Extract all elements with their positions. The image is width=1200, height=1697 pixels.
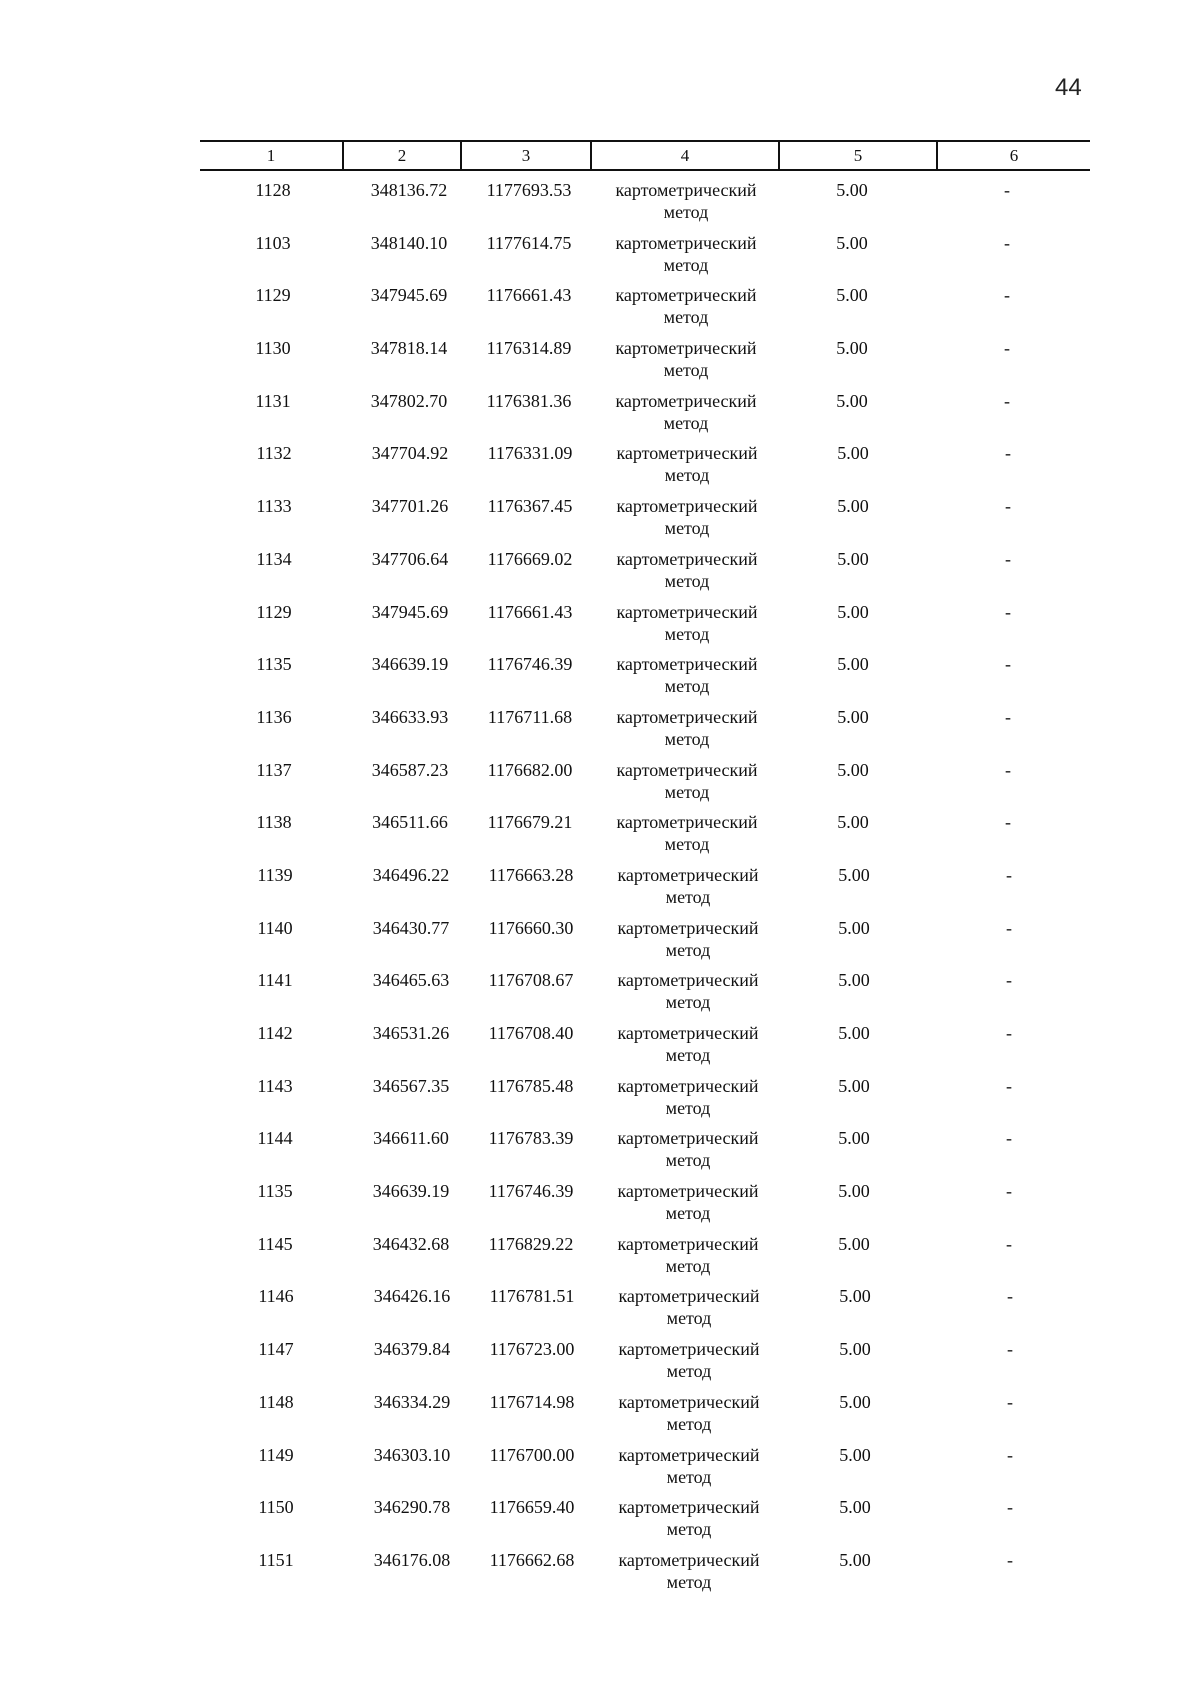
note-value: - [1005, 548, 1011, 569]
method-description [592, 284, 780, 328]
point-number: 1129 [255, 285, 291, 306]
coordinate-y: 1176783.39 [488, 1128, 574, 1149]
coordinate-y: 1176829.22 [488, 1233, 574, 1254]
table-row [0, 1335, 1200, 1388]
method-description [595, 1444, 783, 1488]
column-header-2: 2 [397, 146, 407, 165]
method-description [593, 759, 781, 803]
method-line-2: метод [665, 886, 711, 907]
method-description [595, 1549, 783, 1593]
accuracy-value: 5.00 [837, 548, 869, 569]
note-value: - [1006, 1075, 1012, 1096]
coordinate-x: 346639.19 [372, 1181, 450, 1202]
note-value: - [1007, 1444, 1013, 1465]
table-row [0, 914, 1200, 967]
method-line-2: метод [664, 465, 710, 486]
coordinate-y: 1176679.21 [487, 812, 573, 833]
method-description [594, 1127, 782, 1171]
method-line-2: метод [663, 360, 709, 381]
accuracy-value: 5.00 [837, 812, 869, 833]
accuracy-value: 5.00 [837, 706, 869, 727]
method-line-2: метод [666, 1361, 712, 1382]
method-description [592, 337, 780, 381]
coordinate-x: 347704.92 [371, 443, 449, 464]
coordinate-x: 346511.66 [372, 812, 448, 833]
method-line-2: метод [664, 570, 710, 591]
coordinate-x: 346611.60 [373, 1128, 449, 1149]
method-line-1: картометрический [618, 1286, 760, 1307]
point-number: 1135 [256, 654, 292, 675]
table-row [0, 229, 1200, 282]
point-number: 1134 [256, 548, 292, 569]
point-number: 1128 [255, 180, 291, 200]
point-number: 1147 [258, 1339, 294, 1360]
method-description [593, 548, 781, 592]
method-description [593, 601, 781, 645]
method-line-2: метод [665, 992, 711, 1013]
table-row [0, 1177, 1200, 1230]
coordinate-y: 1176708.67 [488, 970, 574, 991]
table-row [0, 1072, 1200, 1125]
table-header [200, 140, 1090, 171]
method-line-1: картометрический [617, 1128, 759, 1149]
table-row [0, 439, 1200, 492]
accuracy-value: 5.00 [837, 601, 869, 622]
coordinate-x: 346426.16 [373, 1286, 451, 1307]
note-value: - [1005, 496, 1011, 517]
point-number: 1138 [256, 812, 292, 833]
coordinate-x: 347701.26 [371, 496, 449, 517]
method-description [594, 969, 782, 1013]
coordinate-x: 347802.70 [370, 390, 448, 411]
coordinate-y: 1176723.00 [489, 1339, 575, 1360]
method-line-1: картометрический [615, 390, 757, 411]
accuracy-value: 5.00 [838, 1128, 870, 1149]
method-description [594, 1233, 782, 1277]
method-line-2: метод [666, 1571, 712, 1592]
note-value: - [1007, 1497, 1013, 1518]
method-description [592, 390, 780, 434]
coordinate-y: 1176314.89 [486, 338, 572, 359]
table-row [0, 1230, 1200, 1283]
method-line-1: картометрический [618, 1497, 760, 1518]
accuracy-value: 5.00 [837, 759, 869, 780]
method-line-2: метод [666, 1519, 712, 1540]
page-number: 44 [1055, 74, 1082, 101]
coordinate-y: 1176331.09 [487, 443, 573, 464]
method-line-1: картометрический [615, 285, 757, 306]
coordinate-y: 1176711.68 [487, 706, 573, 727]
coordinate-x: 346496.22 [372, 864, 450, 885]
method-line-2: метод [665, 939, 711, 960]
column-header-5: 5 [853, 146, 863, 165]
accuracy-value: 5.00 [836, 180, 868, 200]
accuracy-value: 5.00 [837, 496, 869, 517]
point-number: 1103 [255, 232, 291, 253]
accuracy-value: 5.00 [839, 1286, 871, 1307]
note-value: - [1006, 917, 1012, 938]
note-value: - [1006, 864, 1012, 885]
column-header-4: 4 [680, 146, 690, 165]
coordinate-y: 1176662.68 [489, 1549, 575, 1570]
method-line-1: картометрический [615, 338, 757, 359]
accuracy-value: 5.00 [839, 1497, 871, 1518]
coordinate-x: 346633.93 [371, 706, 449, 727]
accuracy-value: 5.00 [836, 232, 868, 253]
method-line-1: картометрический [617, 917, 759, 938]
method-description [595, 1496, 783, 1540]
coordinate-y: 1176781.51 [489, 1286, 575, 1307]
method-description [592, 179, 780, 223]
method-line-1: картометрический [618, 1339, 760, 1360]
note-value: - [1005, 759, 1011, 780]
method-line-2: метод [665, 1255, 711, 1276]
coordinate-y: 1176660.30 [488, 917, 574, 938]
note-value: - [1005, 706, 1011, 727]
coordinate-x: 347818.14 [370, 338, 448, 359]
accuracy-value: 5.00 [838, 864, 870, 885]
accuracy-value: 5.00 [838, 1075, 870, 1096]
point-number: 1135 [257, 1181, 293, 1202]
table-row [0, 650, 1200, 703]
point-number: 1143 [257, 1075, 293, 1096]
accuracy-value: 5.00 [836, 338, 868, 359]
accuracy-value: 5.00 [836, 390, 868, 411]
note-value: - [1007, 1339, 1013, 1360]
method-line-2: метод [665, 1203, 711, 1224]
point-number: 1142 [257, 1023, 293, 1043]
point-number: 1149 [258, 1444, 294, 1465]
method-line-1: картометрический [616, 548, 758, 569]
coordinate-x: 348136.72 [370, 180, 448, 200]
note-value: - [1006, 1128, 1012, 1149]
coordinate-x: 346334.29 [373, 1391, 451, 1412]
accuracy-value: 5.00 [839, 1549, 871, 1570]
method-description [593, 811, 781, 855]
method-line-2: метод [665, 1097, 711, 1118]
note-value: - [1006, 1233, 1012, 1254]
column-header-3: 3 [521, 146, 531, 165]
point-number: 1136 [256, 706, 292, 727]
point-number: 1129 [256, 601, 292, 622]
point-number: 1140 [257, 917, 293, 938]
method-description [593, 442, 781, 486]
coordinate-y: 1176669.02 [487, 548, 573, 569]
coordinate-y: 1176714.98 [489, 1391, 575, 1412]
table-row [0, 861, 1200, 914]
table-row [0, 1019, 1200, 1072]
coordinate-x: 346176.08 [373, 1549, 451, 1570]
coordinate-y: 1176746.39 [488, 1181, 574, 1202]
table-row [0, 1282, 1200, 1335]
point-number: 1145 [257, 1233, 293, 1254]
note-value: - [1005, 443, 1011, 464]
method-description [593, 706, 781, 750]
coordinate-y: 1176708.40 [488, 1023, 574, 1043]
coordinate-x: 347945.69 [370, 285, 448, 306]
method-line-1: картометрический [616, 812, 758, 833]
note-value: - [1004, 180, 1010, 200]
method-line-2: метод [664, 518, 710, 539]
method-description [594, 1075, 782, 1119]
note-value: - [1006, 1023, 1012, 1043]
method-description [593, 653, 781, 697]
note-value: - [1006, 1181, 1012, 1202]
coordinate-x: 346531.26 [372, 1023, 450, 1043]
method-line-1: картометрический [616, 759, 758, 780]
accuracy-value: 5.00 [837, 654, 869, 675]
column-header-1: 1 [266, 146, 276, 165]
table-row [0, 966, 1200, 1019]
coordinate-y: 1176659.40 [489, 1497, 575, 1518]
accuracy-value: 5.00 [838, 917, 870, 938]
method-description [595, 1338, 783, 1382]
method-description [594, 917, 782, 961]
coordinate-x: 347945.69 [371, 601, 449, 622]
method-description [593, 495, 781, 539]
note-value: - [1005, 601, 1011, 622]
point-number: 1141 [257, 970, 293, 991]
coordinate-x: 346379.84 [373, 1339, 451, 1360]
method-line-1: картометрический [617, 864, 759, 885]
method-line-1: картометрический [616, 706, 758, 727]
table-body [0, 176, 1200, 1599]
coordinate-y: 1176700.00 [489, 1444, 575, 1465]
column-header-6: 6 [1009, 146, 1019, 165]
method-line-2: метод [664, 834, 710, 855]
note-value: - [1004, 338, 1010, 359]
method-line-2: метод [665, 1045, 711, 1065]
table-row [0, 1388, 1200, 1441]
accuracy-value: 5.00 [838, 970, 870, 991]
note-value: - [1005, 654, 1011, 675]
coordinate-y: 1176663.28 [488, 864, 574, 885]
method-line-1: картометрический [616, 654, 758, 675]
coordinate-x: 346465.63 [372, 970, 450, 991]
method-line-2: метод [666, 1413, 712, 1434]
method-line-2: метод [664, 781, 710, 802]
point-number: 1139 [257, 864, 293, 885]
table-row [0, 756, 1200, 809]
method-line-1: картометрический [617, 1181, 759, 1202]
note-value: - [1007, 1549, 1013, 1570]
point-number: 1131 [255, 390, 291, 411]
accuracy-value: 5.00 [838, 1233, 870, 1254]
coordinate-x: 348140.10 [370, 232, 448, 253]
accuracy-value: 5.00 [839, 1444, 871, 1465]
method-line-2: метод [663, 202, 709, 222]
coordinate-y: 1177614.75 [486, 232, 572, 253]
point-number: 1132 [256, 443, 292, 464]
coordinate-y: 1176661.43 [487, 601, 573, 622]
method-line-2: метод [663, 307, 709, 328]
accuracy-value: 5.00 [836, 285, 868, 306]
method-description [592, 232, 780, 276]
method-description [594, 1180, 782, 1224]
method-line-2: метод [666, 1308, 712, 1329]
method-line-1: картометрический [615, 232, 757, 253]
table-row [0, 387, 1200, 440]
coordinate-x: 346290.78 [373, 1497, 451, 1518]
method-line-2: метод [663, 254, 709, 275]
note-value: - [1005, 812, 1011, 833]
method-description [595, 1285, 783, 1329]
accuracy-value: 5.00 [839, 1339, 871, 1360]
coordinate-x: 346587.23 [371, 759, 449, 780]
coordinate-x: 346432.68 [372, 1233, 450, 1254]
table-row [0, 1546, 1200, 1599]
accuracy-value: 5.00 [838, 1023, 870, 1043]
point-number: 1144 [257, 1128, 293, 1149]
method-line-1: картометрический [617, 970, 759, 991]
method-line-2: метод [665, 1150, 711, 1171]
coordinate-y: 1176367.45 [487, 496, 573, 517]
coordinate-x: 346430.77 [372, 917, 450, 938]
method-line-2: метод [666, 1466, 712, 1487]
method-line-1: картометрический [615, 180, 757, 200]
coordinate-x: 347706.64 [371, 548, 449, 569]
table-row [0, 808, 1200, 861]
note-value: - [1004, 232, 1010, 253]
note-value: - [1004, 390, 1010, 411]
point-number: 1146 [258, 1286, 294, 1307]
coordinate-x: 346567.35 [372, 1075, 450, 1096]
method-description [594, 1022, 782, 1066]
coordinate-y: 1176381.36 [486, 390, 572, 411]
table-row [0, 1124, 1200, 1177]
table-row [0, 598, 1200, 651]
point-number: 1150 [258, 1497, 294, 1518]
coordinate-y: 1176746.39 [487, 654, 573, 675]
table-row [0, 703, 1200, 756]
table-row [0, 281, 1200, 334]
method-line-2: метод [663, 412, 709, 433]
method-line-1: картометрический [618, 1444, 760, 1465]
coordinate-y: 1176785.48 [488, 1075, 574, 1096]
method-line-1: картометрический [618, 1549, 760, 1570]
method-line-1: картометрический [616, 443, 758, 464]
method-line-2: метод [664, 728, 710, 749]
point-number: 1130 [255, 338, 291, 359]
table-row [0, 492, 1200, 545]
table-row [0, 545, 1200, 598]
point-number: 1151 [258, 1549, 294, 1570]
method-line-1: картометрический [618, 1391, 760, 1412]
point-number: 1148 [258, 1391, 294, 1412]
method-line-1: картометрический [617, 1233, 759, 1254]
method-line-2: метод [664, 676, 710, 697]
method-line-2: метод [664, 623, 710, 644]
accuracy-value: 5.00 [837, 443, 869, 464]
note-value: - [1007, 1391, 1013, 1412]
table-row [0, 1493, 1200, 1546]
method-description [595, 1391, 783, 1435]
coordinate-y: 1176661.43 [486, 285, 572, 306]
method-line-1: картометрический [616, 601, 758, 622]
note-value: - [1007, 1286, 1013, 1307]
method-description [594, 864, 782, 908]
note-value: - [1006, 970, 1012, 991]
table-row [0, 334, 1200, 387]
point-number: 1137 [256, 759, 292, 780]
accuracy-value: 5.00 [838, 1181, 870, 1202]
accuracy-value: 5.00 [839, 1391, 871, 1412]
coordinate-x: 346639.19 [371, 654, 449, 675]
table-row [0, 176, 1200, 229]
coordinate-x: 346303.10 [373, 1444, 451, 1465]
method-line-1: картометрический [616, 496, 758, 517]
coordinate-y: 1176682.00 [487, 759, 573, 780]
note-value: - [1004, 285, 1010, 306]
coordinate-y: 1177693.53 [486, 180, 572, 200]
point-number: 1133 [256, 496, 292, 517]
table-row [0, 1441, 1200, 1494]
method-line-1: картометрический [617, 1075, 759, 1096]
method-line-1: картометрический [617, 1023, 759, 1043]
